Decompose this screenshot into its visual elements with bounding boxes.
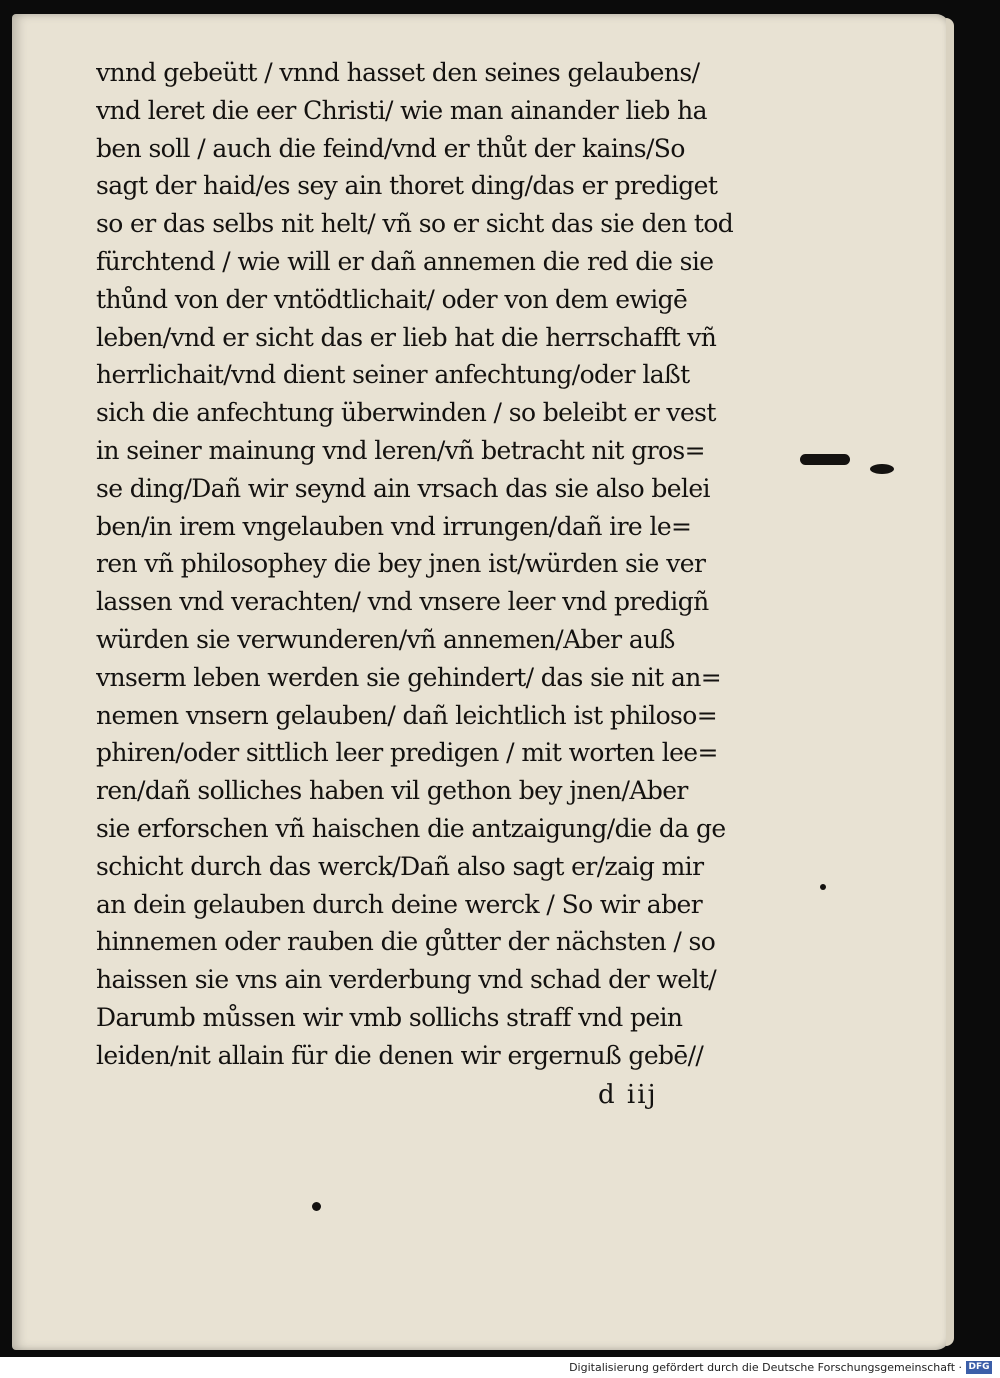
text-line: leiden/nit allain für die denen wir ergernuß gebē//: [96, 1040, 704, 1070]
text-line: vnserm leben werden sie gehindert/ das sie nit an=: [96, 662, 722, 692]
text-line: an dein gelauben durch deine werck / So wir aber: [96, 889, 703, 919]
text-line: thůnd von der vntödtlichait/ oder von dem ewigē: [96, 284, 688, 314]
page-text: [96, 54, 776, 1075]
text-line: ren/dañ solliches haben vil gethon bey jnen/Aber: [96, 776, 688, 806]
text-line: ben/in irem vngelauben vnd irrungen/dañ ire le=: [96, 511, 692, 541]
text-line: fürchtend / wie will er dañ annemen die red die sie: [96, 246, 714, 276]
text-line: sagt der haid/es sey ain thoret ding/das er prediget: [96, 171, 718, 201]
ink-mark: [800, 454, 850, 465]
dfg-logo: DFG: [966, 1361, 992, 1374]
text-line: in seiner mainung vnd leren/vñ betracht nit gros=: [96, 435, 705, 465]
text-line: ren vñ philosophey die bey jnen ist/würden sie ver: [96, 549, 706, 579]
text-line: lassen vnd verachten/ vnd vnsere leer vnd predigñ: [96, 587, 709, 617]
page-edge: [946, 18, 954, 1346]
text-line: se ding/Dañ wir seynd ain vrsach das sie also belei: [96, 473, 710, 503]
text-line: sie erforschen vñ haischen die antzaigung/die da ge: [96, 813, 726, 843]
text-line: Darumb můssen wir vmb sollichs straff vnd pein: [96, 1002, 683, 1032]
ink-spot: [312, 1202, 321, 1211]
text-line: phiren/oder sittlich leer predigen / mit worten lee=: [96, 738, 718, 768]
text-line: so er das selbs nit helt/ vñ so er sicht das sie den tod: [96, 209, 734, 239]
text-line: nemen vnsern gelauben/ dañ leichtlich ist philoso=: [96, 700, 718, 730]
text-line: ben soll / auch die feind/vnd er thůt der kains/So: [96, 133, 685, 163]
text-line: würden sie verwunderen/vñ annemen/Aber auß: [96, 624, 675, 654]
ink-spot: [820, 884, 826, 890]
ink-mark: [870, 464, 894, 474]
text-line: hinnemen oder rauben die gůtter der nächsten / so: [96, 927, 716, 957]
text-line: vnd leret die eer Christi/ wie man ainander lieb ha: [96, 95, 707, 125]
signature-mark: d iij: [598, 1080, 658, 1110]
text-line: sich die anfechtung überwinden / so beleibt er vest: [96, 398, 716, 428]
text-line: vnnd gebeütt / vnnd hasset den seines gelaubens/: [96, 58, 700, 87]
text-line: haissen sie vns ain verderbung vnd schad der welt/: [96, 965, 717, 995]
funding-credit: Digitalisierung gefördert durch die Deutsche Forschungsgemeinschaft ·: [569, 1361, 962, 1374]
text-line: herrlichait/vnd dient seiner anfechtung/oder laßt: [96, 360, 690, 390]
text-line: leben/vnd er sicht das er lieb hat die herrschafft vñ: [96, 322, 717, 352]
text-line: schicht durch das werck/Dañ also sagt er/zaig mir: [96, 851, 704, 881]
